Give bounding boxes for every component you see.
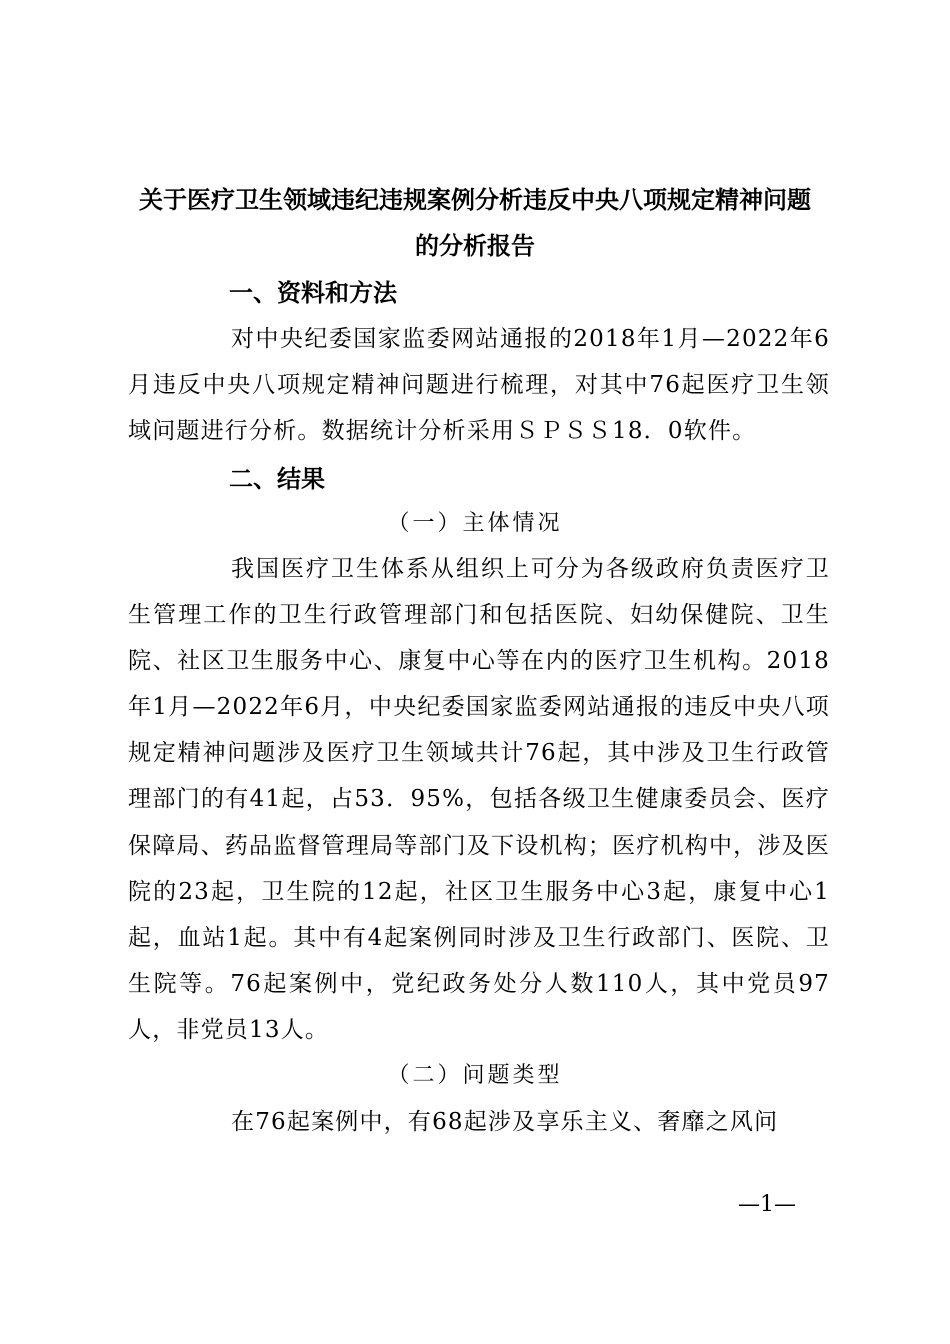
- document-title-line-2: 的分析报告: [415, 232, 535, 260]
- section-paragraph-materials-methods: 对中央纪委国家监委网站通报的2018年1月—2022年6月违反中央八项规定精神问题进行梳理，对其中76起医疗卫生领域问题进行分析。数据统计分析采用ＳＰＳＳ18．0软件。: [128, 326, 830, 445]
- section-heading-results: 二、结果: [229, 465, 325, 493]
- section-heading-materials-methods: 一、资料和方法: [229, 279, 397, 307]
- subsection-paragraph-problem-types: 在76起案例中，有68起涉及享乐主义、奢靡之风问: [231, 1109, 779, 1135]
- document-title-line-1: 关于医疗卫生领域违纪违规案例分析违反中央八项规定精神问题: [139, 186, 811, 214]
- subsection-heading-problem-types: （二）问题类型: [387, 1063, 563, 1088]
- subsection-heading-subjects: （一）主体情况: [387, 511, 563, 536]
- page-number: —1—: [738, 1192, 796, 1217]
- subsection-paragraph-subjects: 我国医疗卫生体系从组织上可分为各级政府负责医疗卫生管理工作的卫生行政管理部门和包括医院、妇幼保健院、卫生院、社区卫生服务中心、康复中心等在内的医疗卫生机构。2018年1月—2022年6月，中央纪委国家监委网站通报的违反中央八项规定精神问题涉及医疗卫生领域共计76起，其中涉及卫生行政管理部门的有41起，占53．95%，包括各级卫生健康委员会、医疗保障局、药品监督管理局等部门及下设机构；医疗机构中，涉及医院的23起，卫生院的12起，社区卫生服务中心3起，康复中心1起，血站1起。其中有4起案例同时涉及卫生行政部门、医院、卫生院等。76起案例中，党纪政务处分人数110人，其中党员97人，非党员13人。: [128, 556, 830, 1043]
